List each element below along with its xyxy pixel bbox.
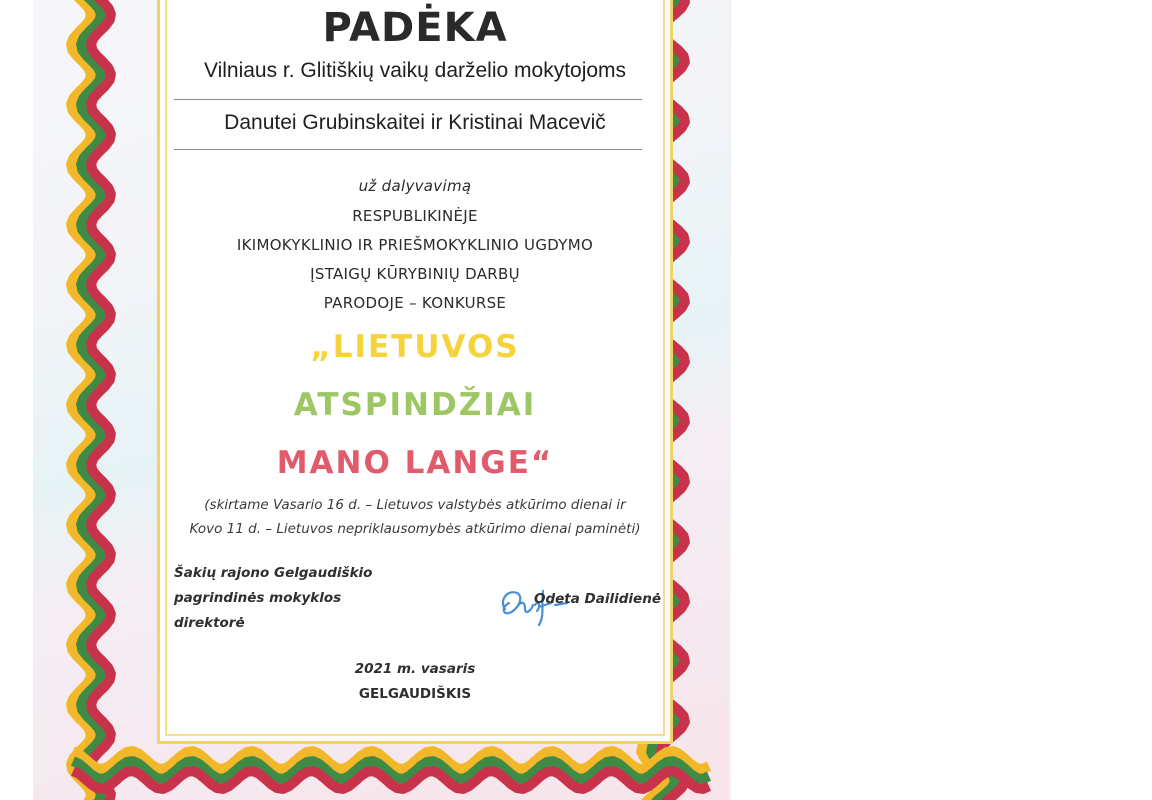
divider	[174, 99, 642, 100]
signatory-title-line: pagrindinės mokyklos	[174, 590, 342, 606]
contest-title-line-1: „LIETUVOS	[310, 329, 520, 365]
contest-title-line-2: ATSPINDŽIAI	[293, 387, 537, 423]
note-line: (skirtame Vasario 16 d. – Lietuvos valstybės atkūrimo dienai ir	[204, 497, 626, 513]
body-line: ĮSTAIGŲ KŪRYBINIŲ DARBŲ	[310, 265, 520, 283]
page-title: PADĖKA	[322, 5, 508, 51]
signatory-title-line: Šakių rajono Gelgaudiškio	[174, 565, 373, 581]
page-edge	[729, 0, 731, 800]
recipient-line-1: Vilniaus r. Glitiškių vaikų darželio mokytojoms	[203, 59, 627, 82]
signatory-name: Odeta Dailidienė	[534, 591, 661, 607]
divider	[174, 149, 642, 150]
issue-date: 2021 m. vasaris	[354, 661, 476, 677]
certificate-scan	[33, 0, 730, 800]
note-line: Kovo 11 d. – Lietuvos nepriklausomybės atkūrimo dienai paminėti)	[189, 521, 641, 537]
body-line: PARODOJE – KONKURSE	[323, 294, 507, 312]
body-line: RESPUBLIKINĖJE	[352, 207, 478, 225]
contest-title-line-3: MANO LANGE“	[276, 445, 554, 481]
issue-place: GELGAUDIŠKIS	[358, 686, 472, 702]
certificate-panel	[157, 0, 673, 744]
recipient-line-2: Danutei Grubinskaitei ir Kristinai Macevič	[224, 111, 606, 134]
signatory-title-line: direktorė	[174, 615, 245, 631]
body-line: už dalyvavimą	[358, 177, 472, 195]
body-line: IKIMOKYKLINIO IR PRIEŠMOKYKLINIO UGDYMO	[236, 236, 594, 254]
